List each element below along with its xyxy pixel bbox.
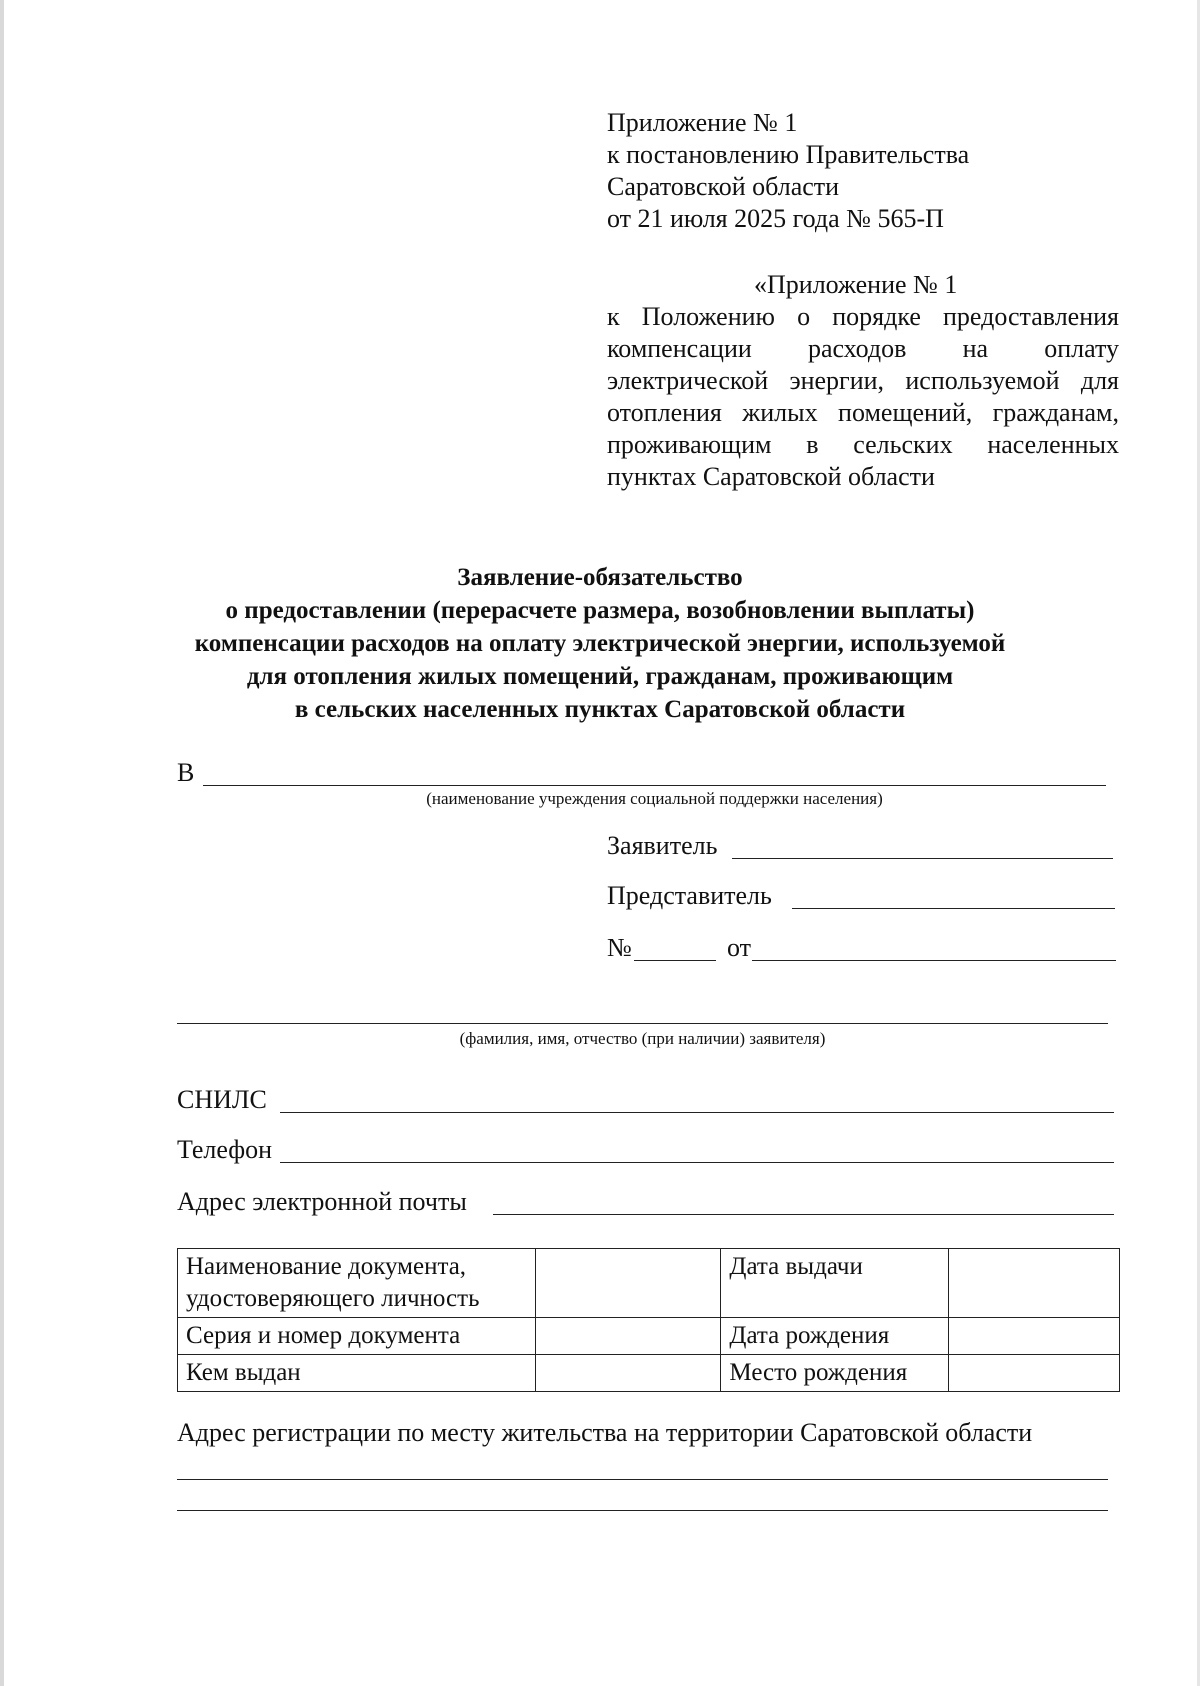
representative-field[interactable] xyxy=(792,908,1115,909)
issue-date-label: Дата выдачи xyxy=(721,1249,949,1318)
doc-name-value[interactable] xyxy=(535,1249,721,1318)
phone-field[interactable] xyxy=(280,1162,1114,1163)
appendix-line-3: Саратовской области xyxy=(607,172,840,201)
doc-name-label: Наименование документа, удостоверяющего личность xyxy=(178,1249,536,1318)
snils-field[interactable] xyxy=(280,1112,1114,1113)
snils-label: СНИЛС xyxy=(177,1085,267,1114)
document-title-line-1: Заявление-обязательство xyxy=(457,564,743,591)
identity-document-table xyxy=(177,1248,1120,1392)
table-row xyxy=(178,1318,1120,1355)
birth-place-label: Место рождения xyxy=(721,1355,949,1392)
issue-date-value[interactable] xyxy=(949,1249,1120,1318)
document-title-line-5: в сельских населенных пунктах Саратовской области xyxy=(294,696,906,723)
email-label: Адрес электронной почты xyxy=(177,1187,467,1216)
appendix-line-1: Приложение № 1 xyxy=(607,108,798,137)
birth-place-value[interactable] xyxy=(949,1355,1120,1392)
inner-appendix-line-1: к Положению о порядке предоставления xyxy=(607,302,1119,331)
from-date-field[interactable] xyxy=(752,960,1116,961)
registration-address-field-2[interactable] xyxy=(177,1510,1108,1511)
appendix-line-4: от 21 июля 2025 года № 565-П xyxy=(607,204,944,233)
scan-left-edge xyxy=(0,0,4,1686)
issued-by-value[interactable] xyxy=(535,1355,721,1392)
appendix-line-2: к постановлению Правительства xyxy=(607,140,970,169)
birth-date-label: Дата рождения xyxy=(721,1318,949,1355)
issued-by-label: Кем выдан xyxy=(178,1355,536,1392)
birth-date-value[interactable] xyxy=(949,1318,1120,1355)
inner-appendix-line-2: компенсации расходов на оплату xyxy=(607,334,1119,363)
number-field[interactable] xyxy=(634,960,716,961)
to-institution-caption: (наименование учреждения социальной поддержки населения) xyxy=(426,789,883,808)
registration-address-field-1[interactable] xyxy=(177,1479,1108,1480)
inner-appendix-line-6: пунктах Саратовской области xyxy=(607,462,935,491)
doc-series-number-value[interactable] xyxy=(535,1318,721,1355)
to-institution-field[interactable] xyxy=(203,785,1106,786)
inner-appendix-line-5: проживающим в сельских населенных xyxy=(607,430,1119,459)
to-institution-label: В xyxy=(177,758,195,787)
representative-label: Представитель xyxy=(607,881,772,910)
inner-appendix-line-4: отопления жилых помещений, гражданам, xyxy=(607,398,1119,427)
phone-label: Телефон xyxy=(177,1135,273,1164)
number-label: № xyxy=(607,933,632,962)
registration-address-label: Адрес регистрации по месту жительства на территории Саратовской области xyxy=(177,1418,1033,1447)
table-row xyxy=(178,1249,1120,1318)
inner-appendix-title: «Приложение № 1 xyxy=(754,270,958,299)
applicant-label: Заявитель xyxy=(607,831,718,860)
applicant-field[interactable] xyxy=(732,858,1113,859)
inner-appendix-line-3: электрической энергии, используемой для xyxy=(607,366,1119,395)
doc-series-number-label: Серия и номер документа xyxy=(178,1318,536,1355)
applicant-fullname-field[interactable] xyxy=(177,1023,1108,1024)
document-title-line-4: для отопления жилых помещений, гражданам, проживающим xyxy=(246,663,954,690)
from-date-label: от xyxy=(727,933,752,962)
document-title-line-3: компенсации расходов на оплату электрической энергии, используемой xyxy=(194,630,1006,657)
table-row xyxy=(178,1355,1120,1392)
document-title-line-2: о предоставлении (перерасчете размера, возобновлении выплаты) xyxy=(225,597,975,624)
applicant-fullname-caption: (фамилия, имя, отчество (при наличии) заявителя) xyxy=(459,1029,826,1048)
email-field[interactable] xyxy=(493,1214,1114,1215)
